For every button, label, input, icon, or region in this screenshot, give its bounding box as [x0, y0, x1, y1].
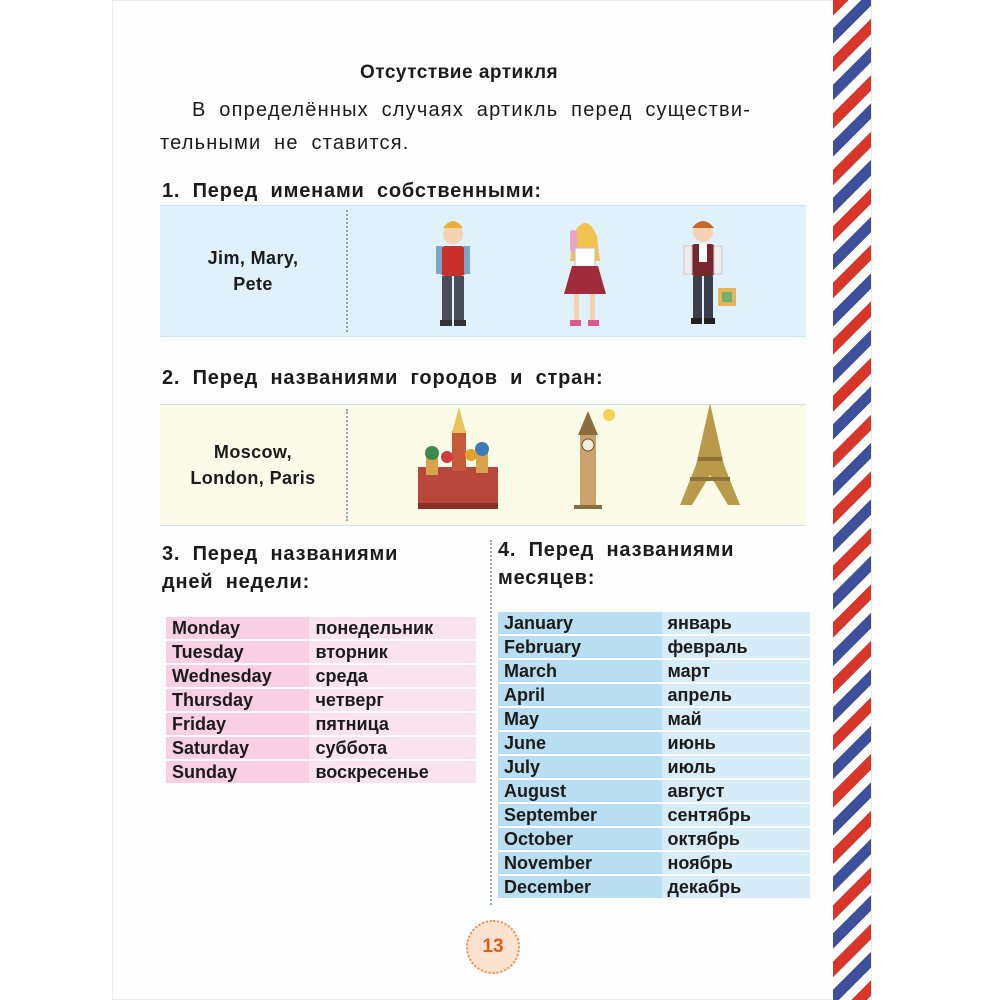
cathedral-icon — [418, 407, 498, 509]
section2-heading: 2. Перед названиями городов и стран: — [162, 367, 604, 389]
table-row — [166, 665, 476, 687]
table-row — [498, 684, 810, 706]
english-word: Thursday — [166, 689, 309, 711]
russian-translation: декабрь — [662, 876, 811, 898]
english-word: March — [498, 660, 662, 682]
table-row — [498, 804, 810, 826]
english-word: Friday — [166, 713, 309, 735]
table-row — [498, 660, 810, 682]
section4-heading — [498, 536, 734, 592]
table-row — [498, 756, 810, 778]
english-word: December — [498, 876, 662, 898]
english-word: May — [498, 708, 662, 730]
table-row — [166, 617, 476, 639]
english-word: January — [498, 612, 662, 634]
russian-translation: август — [662, 780, 811, 802]
russian-translation: июль — [662, 756, 811, 778]
russian-translation: февраль — [662, 636, 811, 658]
english-word: Monday — [166, 617, 309, 639]
places-line1: Moscow, — [213, 442, 293, 462]
russian-translation: среда — [309, 665, 476, 687]
russian-translation: март — [662, 660, 811, 682]
english-word: Wednesday — [166, 665, 309, 687]
section3-heading — [162, 540, 398, 596]
table-row — [498, 732, 810, 754]
names-line1: Jim, Mary, — [207, 248, 299, 268]
places-band — [160, 404, 806, 526]
big-ben-icon — [574, 409, 615, 509]
airmail-border-stripe — [833, 0, 871, 1000]
russian-translation: ноябрь — [662, 852, 811, 874]
places-line2: London, Paris — [190, 468, 316, 488]
landmarks-illustration — [160, 405, 806, 525]
english-word: September — [498, 804, 662, 826]
section3-heading-line1: 3. Перед названиями — [162, 543, 399, 565]
russian-translation: пятница — [309, 713, 476, 735]
english-word: Saturday — [166, 737, 309, 759]
eiffel-tower-icon — [680, 405, 740, 505]
english-word: July — [498, 756, 662, 778]
section3-heading-line2: дней недели: — [162, 571, 311, 593]
english-word: October — [498, 828, 662, 850]
section1-heading: 1. Перед именами собственными: — [162, 180, 542, 202]
russian-translation: четверг — [309, 689, 476, 711]
russian-translation: вторник — [309, 641, 476, 663]
russian-translation: воскресенье — [309, 761, 476, 783]
russian-translation: июнь — [662, 732, 811, 754]
table-row — [166, 641, 476, 663]
table-row — [166, 761, 476, 783]
table-row — [498, 852, 810, 874]
table-row — [498, 876, 810, 898]
table-row — [498, 636, 810, 658]
russian-translation: сентябрь — [662, 804, 811, 826]
russian-translation: апрель — [662, 684, 811, 706]
english-word: April — [498, 684, 662, 706]
russian-translation: понедельник — [309, 617, 476, 639]
russian-translation: суббота — [309, 737, 476, 759]
table-row — [166, 689, 476, 711]
children-illustration — [160, 206, 806, 336]
table-row — [166, 737, 476, 759]
english-word: February — [498, 636, 662, 658]
page-number-badge: 13 — [466, 920, 520, 974]
months-table — [498, 610, 810, 900]
russian-translation: январь — [662, 612, 811, 634]
english-word: Tuesday — [166, 641, 309, 663]
boy-figure-icon — [436, 221, 470, 326]
english-word: August — [498, 780, 662, 802]
schoolboy-figure-icon — [684, 221, 736, 324]
table-row — [498, 612, 810, 634]
page-title: Отсутствие артикля — [360, 62, 559, 83]
russian-translation: октябрь — [662, 828, 811, 850]
names-band — [160, 205, 806, 337]
section4-heading-line1: 4. Перед названиями — [498, 539, 735, 561]
table-row — [166, 713, 476, 735]
english-word: November — [498, 852, 662, 874]
table-row — [498, 780, 810, 802]
english-word: June — [498, 732, 662, 754]
names-line2: Pete — [233, 274, 273, 294]
girl-figure-icon — [564, 223, 606, 326]
table-row — [498, 708, 810, 730]
intro-paragraph: В определённых случаях артикль перед существи-тельными не ставится. — [160, 99, 752, 154]
russian-translation: май — [662, 708, 811, 730]
english-word: Sunday — [166, 761, 309, 783]
section4-heading-line2: месяцев: — [498, 567, 596, 589]
section-divider — [490, 540, 492, 905]
days-table — [166, 615, 476, 785]
table-row — [498, 828, 810, 850]
